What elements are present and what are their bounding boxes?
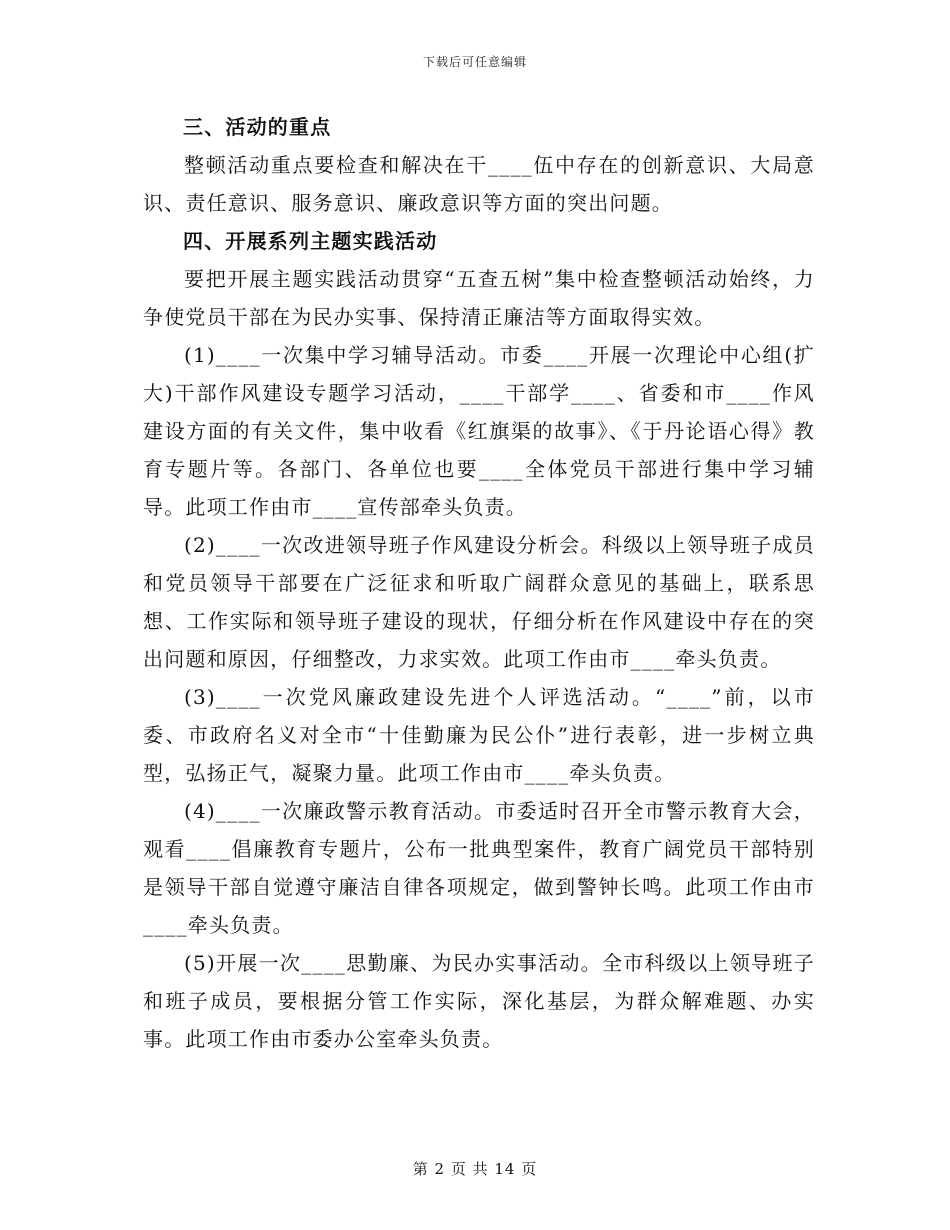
paragraph-activities-intro: 要把开展主题实践活动贯穿“五查五树”集中检查整顿活动始终，力争使党员干部在为民办实事、保持清正廉洁等方面取得实效。 <box>143 267 815 329</box>
page-header: 下载后可任意编辑 <box>422 55 527 69</box>
paragraph-item-1: (1)____一次集中学习辅导活动。市委____开展一次理论中心组(扩大)干部作风建设专题学习活动，____干部学____、省委和市____作风建设方面的有关文件，集中收看《红旗渠的故事》、《于丹论语心得》教育专题片等。各部门、各单位也要____全体党员干部进行集中学习辅导。此项工作由市____宣传部牵头负责。 <box>143 343 815 519</box>
paragraph-item-3: (3)____一次党风廉政建设先进个人评选活动。“____”前，以市委、市政府名义对全市“十佳勤廉为民公仆”进行表彰，进一步树立典型，弘扬正气，凝聚力量。此项工作由市____牵头负责。 <box>143 685 815 785</box>
section-heading-focus: 三、活动的重点 <box>183 115 332 139</box>
document-body <box>143 108 815 1058</box>
paragraph-item-5: (5)开展一次____思勤廉、为民办实事活动。全市科级以上领导班子和班子成员，要根据分管工作实际，深化基层，为群众解难题、办实事。此项工作由市委办公室牵头负责。 <box>143 951 815 1051</box>
paragraph-item-4: (4)____一次廉政警示教育活动。市委适时召开全市警示教育大会，观看____倡廉教育专题片，公布一批典型案件，教育广阔党员干部特别是领导干部自觉遵守廉洁自律各项规定，做到警钟长鸣。此项工作由市____牵头负责。 <box>143 799 815 937</box>
paragraph-focus: 整顿活动重点要检查和解决在干____伍中存在的创新意识、大局意识、责任意识、服务意识、廉政意识等方面的突出问题。 <box>143 153 815 215</box>
paragraph-item-2: (2)____一次改进领导班子作风建设分析会。科级以上领导班子成员和党员领导干部要在广泛征求和听取广阔群众意见的基础上，联系思想、工作实际和领导班子建设的现状，仔细分析在作风建设中存在的突出问题和原因，仔细整改，力求实效。此项工作由市____牵头负责。 <box>143 533 815 671</box>
section-heading-activities: 四、开展系列主题实践活动 <box>183 229 438 253</box>
page-footer: 第 2 页 共 14 页 <box>412 1160 538 1178</box>
